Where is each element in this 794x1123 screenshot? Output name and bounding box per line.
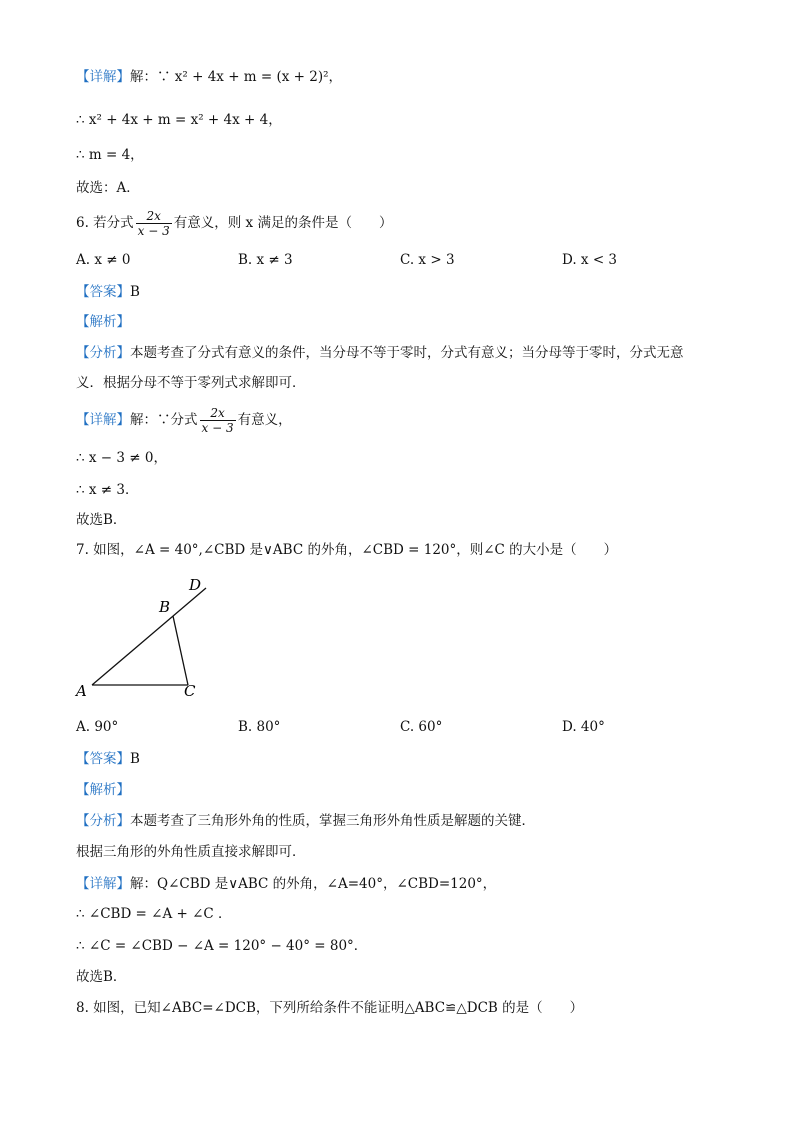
q6-detail-suffix: 有意义， xyxy=(237,412,292,428)
fenxi-text: 本题考查了三角形外角的性质，掌握三角形外角性质是解题的关键． xyxy=(130,813,535,829)
q7-option-a: A. 90° xyxy=(76,719,119,735)
q7-triangle-figure xyxy=(70,570,220,705)
q6-stem-prefix: 6. 若分式 xyxy=(76,215,134,231)
q6-step-2: ∴ x ≠ 3． xyxy=(76,482,139,498)
q7-step-1: ∴ ∠CBD = ∠A + ∠C ． xyxy=(76,906,232,922)
q6-stem-suffix: 有意义，则 x 满足的条件是（ ） xyxy=(173,215,393,231)
label-a: A xyxy=(76,682,87,700)
q7-choose: 故选B． xyxy=(76,969,127,985)
q6-fenxi-line-1 xyxy=(76,343,684,363)
fenxi-text: 本题考查了分式有意义的条件，当分母不等于零时，分式有意义；当分母等于零时，分式无意 xyxy=(130,345,684,361)
q6-analysis-tag xyxy=(76,312,130,332)
q7-stem: 7. 如图，∠A = 40°,∠CBD 是∨ABC 的外角，∠CBD = 120°，则∠C 的大小是（ ） xyxy=(76,542,618,558)
q6-detail xyxy=(76,405,292,435)
q7-option-c: C. 60° xyxy=(400,719,443,735)
q6-option-b: B. x ≠ 3 xyxy=(238,252,293,268)
q7-fenxi-line-1 xyxy=(76,811,535,831)
q6-option-c: C. x > 3 xyxy=(400,252,455,268)
q6-answer xyxy=(76,282,140,302)
answer-tag: 【答案】 xyxy=(76,284,130,300)
q6-option-a: A. x ≠ 0 xyxy=(76,252,131,268)
q5-detail-text: 解：∵ x² + 4x + m = (x + 2)²， xyxy=(130,69,343,85)
segment-bc xyxy=(173,616,188,685)
q6-stem xyxy=(76,208,392,238)
detail-tag: 【详解】 xyxy=(76,69,130,85)
q6-detail-fraction xyxy=(200,406,236,435)
q7-analysis-tag xyxy=(76,780,130,800)
detail-tag: 【详解】 xyxy=(76,412,130,428)
fraction-denominator: x − 3 xyxy=(137,224,170,238)
answer-value: B xyxy=(130,284,140,300)
q6-step-1: ∴ x − 3 ≠ 0， xyxy=(76,450,167,466)
analysis-tag: 【解析】 xyxy=(76,314,130,330)
fraction-denominator: x − 3 xyxy=(201,421,234,435)
label-c: C xyxy=(184,682,196,700)
label-d: D xyxy=(189,576,202,594)
analysis-tag: 【解析】 xyxy=(76,782,130,798)
q7-option-b: B. 80° xyxy=(238,719,281,735)
q6-choose: 故选B． xyxy=(76,512,127,528)
q5-step-1: ∴ x² + 4x + m = x² + 4x + 4， xyxy=(76,112,282,128)
fenxi-tag: 【分析】 xyxy=(76,813,130,829)
q7-fenxi-line-2: 根据三角形的外角性质直接求解即可． xyxy=(76,844,306,860)
q5-choose: 故选：A． xyxy=(76,180,140,196)
q6-detail-prefix: 解：∵分式 xyxy=(130,412,198,428)
answer-value: B xyxy=(130,751,140,767)
q7-option-d: D. 40° xyxy=(562,719,605,735)
fraction-numerator: 2x xyxy=(200,406,236,421)
answer-tag: 【答案】 xyxy=(76,751,130,767)
label-b: B xyxy=(159,598,171,616)
q7-answer xyxy=(76,749,140,769)
q8-stem: 8. 如图，已知∠ABC=∠DCB，下列所给条件不能证明△ABC≌△DCB 的是（ ） xyxy=(76,1000,584,1016)
q6-fraction xyxy=(136,209,172,238)
fenxi-tag: 【分析】 xyxy=(76,345,130,361)
q5-step-2: ∴ m = 4， xyxy=(76,147,144,163)
q5-detail-line xyxy=(76,67,342,87)
q7-detail-text: 解：Q∠CBD 是∨ABC 的外角，∠A=40°，∠CBD=120°， xyxy=(130,876,497,892)
ray-ad xyxy=(92,588,206,685)
q7-detail xyxy=(76,874,496,894)
q6-option-d: D. x < 3 xyxy=(562,252,618,268)
detail-tag: 【详解】 xyxy=(76,876,130,892)
fraction-numerator: 2x xyxy=(136,209,172,224)
q7-step-2: ∴ ∠C = ∠CBD − ∠A = 120° − 40° = 80°． xyxy=(76,938,368,954)
q6-fenxi-line-2: 义．根据分母不等于零列式求解即可． xyxy=(76,375,306,391)
